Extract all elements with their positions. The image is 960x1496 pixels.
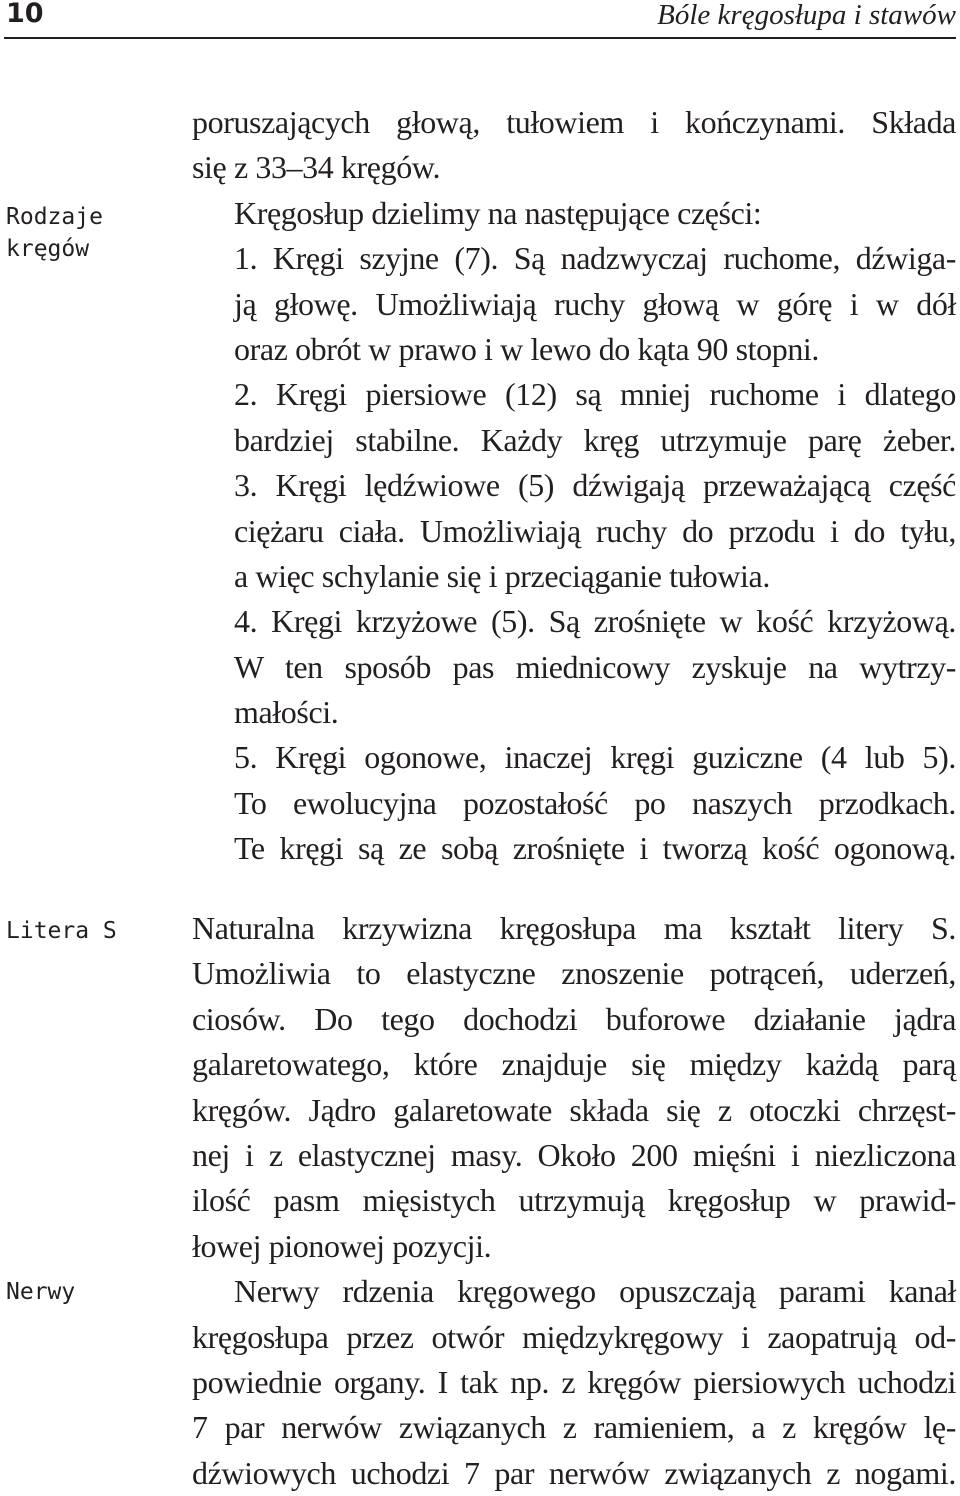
list-item-line: 5. Kręgi ogonowe, inaczej kręgi guziczne (4 lub 5). [234, 739, 956, 776]
list-item-line: 4. Kręgi krzyżowe (5). Są zrośnięte w kość krzyżową. [234, 603, 956, 640]
page-number: 10 [6, 0, 44, 29]
text-line: 7 par nerwów związanych z ramieniem, a z kręgów lę- [192, 1409, 956, 1446]
list-item-line: To ewolucyjna pozostałość po naszych przodkach. [234, 784, 956, 821]
text-line: Kręgosłup dzielimy na następujące części: [234, 194, 762, 231]
text-line: galaretowatego, które znajduje się między każdą parą [192, 1046, 956, 1083]
list-item-line: bardziej stabilne. Każdy kręg utrzymuje parę żeber. [234, 421, 956, 458]
list-item-line: ją głowę. Umożliwiają ruchy głową w górę i w dół [234, 285, 956, 322]
margin-note-line: kręgów [6, 236, 90, 262]
margin-note-nerwy: Nerwy [6, 1279, 76, 1305]
text-line: powiednie organy. I tak np. z kręgów piersiowych uchodzi [192, 1363, 956, 1400]
list-item-line: a więc schylanie się i przeciąganie tułowia. [234, 557, 770, 594]
list-item-line: 1. Kręgi szyjne (7). Są nadzwyczaj ruchome, dźwiga- [234, 240, 956, 277]
text-line: kręgów. Jądro galaretowate składa się z otoczki chrzęst- [192, 1091, 956, 1128]
page-header [0, 0, 960, 40]
list-item-line: 3. Kręgi lędźwiowe (5) dźwigają przeważającą część [234, 467, 956, 504]
list-item-line: ciężaru ciała. Umożliwiają ruchy do przodu i do tyłu, [234, 512, 956, 549]
text-line: ilość pasm mięsistych utrzymują kręgosłup w prawid- [192, 1182, 956, 1219]
section-litera-s-nerwy [192, 906, 956, 1496]
list-item-line: 2. Kręgi piersiowe (12) są mniej ruchome i dlatego [234, 376, 956, 413]
text-line: nej i z elastycznej masy. Około 200 mięśni i niezliczona [192, 1136, 956, 1173]
text-line: dźwiowych uchodzi 7 par nerwów związanych z nogami. [192, 1454, 956, 1491]
section-kregoslup-parts [192, 100, 956, 872]
text-line: Naturalna krzywizna kręgosłupa ma kształt litery S. [192, 910, 956, 946]
running-title: Bóle kręgosłupa i stawów [657, 0, 956, 31]
text-line: kręgosłupa przez otwór międzykręgowy i zaopatrują od- [192, 1318, 956, 1355]
text-line: Umożliwia to elastyczne znoszenie potrąceń, uderzeń, [192, 955, 956, 992]
list-item-line: W ten sposób pas miednicowy zyskuje na wytrzy- [234, 648, 956, 685]
margin-note-litera-s: Litera S [6, 918, 117, 944]
list-item-line: małości. [234, 694, 339, 731]
margin-note-line: Rodzaje [6, 204, 103, 230]
text-line: poruszających głową, tułowiem i kończynami. Składa [192, 104, 956, 140]
text-line: Nerwy rdzenia kręgowego opuszczają parami kanał [234, 1273, 956, 1310]
text-line: ciosów. Do tego dochodzi buforowe działanie jądra [192, 1000, 956, 1037]
header-rule [4, 37, 956, 39]
text-line: się z 33–34 kręgów. [192, 149, 441, 186]
list-item-line: oraz obrót w prawo i w lewo do kąta 90 stopni. [234, 330, 820, 367]
text-line: łowej pionowej pozycji. [192, 1227, 492, 1264]
list-item-line: Te kręgi są ze sobą zrośnięte i tworzą kość ogonową. [234, 830, 956, 867]
margin-note-rodzaje-kregow [6, 201, 103, 265]
